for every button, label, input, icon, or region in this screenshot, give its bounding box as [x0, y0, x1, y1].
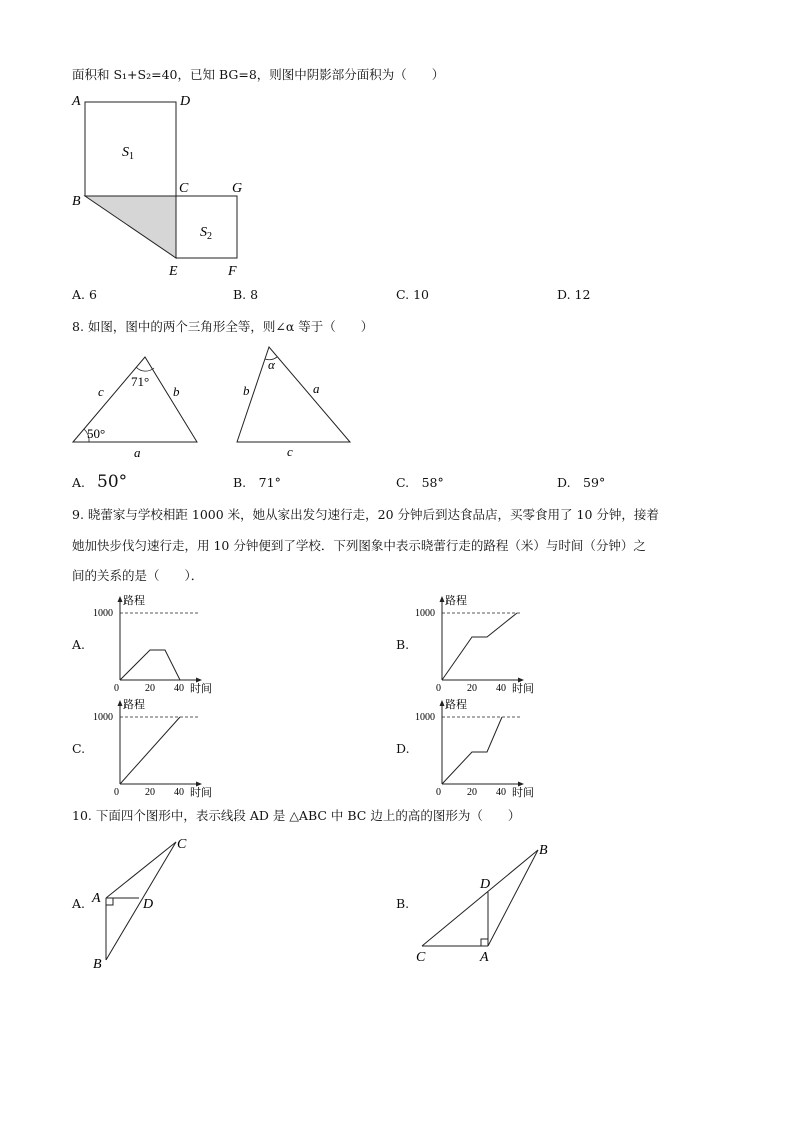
y-axis-label: 路程 [445, 699, 467, 711]
x-tick-40: 40 [496, 787, 506, 798]
x-axis-label: 时间 [190, 683, 212, 695]
x-axis-label: 时间 [512, 683, 534, 695]
q8-option-d[interactable]: D. 59° [557, 475, 606, 490]
q8-option-c[interactable]: C. 58° [396, 475, 444, 490]
tri1-b: b [173, 384, 180, 399]
tri1-a: a [134, 445, 141, 460]
q9-option-c-letter[interactable]: C. [72, 741, 86, 756]
fig-a-label-B: B [93, 957, 102, 972]
graph-line [120, 650, 180, 680]
q8-option-a-value: 50° [97, 472, 128, 492]
q7-stem: 面积和 S₁+S₂=40，已知 BG=8，则图中阴影部分面积为（ ） [72, 67, 445, 82]
q8-option-a[interactable] [72, 474, 127, 491]
x-tick-20: 20 [467, 683, 477, 694]
label-G: G [232, 181, 243, 196]
q10-option-b-letter[interactable]: B. [396, 896, 410, 911]
label-C: C [179, 181, 189, 196]
tri1-angle-50: 50° [87, 426, 106, 441]
q10-figure-a [88, 834, 198, 974]
y-tick-1000: 1000 [93, 712, 113, 723]
q7-option-d[interactable]: D. 12 [557, 287, 591, 302]
fig-a-label-C: C [177, 837, 187, 852]
tri2-alpha: α [268, 357, 275, 372]
q9-graph-d [412, 696, 562, 801]
q9-option-b-letter[interactable]: B. [396, 637, 410, 652]
origin-label: 0 [114, 683, 119, 694]
graph-line [442, 613, 517, 680]
q8-triangle-1 [68, 347, 208, 462]
label-B: B [72, 194, 81, 209]
q9-line-1: 9. 晓蕾家与学校相距 1000 米，她从家出发匀速行走，20 分钟后到达食品店，买零食用了 10 分钟，接着 [72, 507, 659, 522]
y-axis-label: 路程 [123, 595, 145, 607]
y-axis-label: 路程 [445, 595, 467, 607]
tri1-angle-71: 71° [131, 374, 150, 389]
label-A: A [72, 94, 81, 109]
q9-graph-a [90, 592, 240, 697]
x-tick-40: 40 [174, 683, 184, 694]
q7-option-b[interactable]: B. 8 [233, 287, 259, 302]
fig-a-label-D: D [143, 897, 154, 912]
fig-b-label-C: C [416, 950, 426, 965]
x-tick-20: 20 [467, 787, 477, 798]
q10-stem: 10. 下面四个图形中，表示线段 AD 是 △ABC 中 BC 边上的高的图形为（ ） [72, 808, 521, 823]
square-s1 [85, 102, 176, 196]
q9-option-a-letter[interactable]: A. [72, 637, 86, 652]
graph-line [442, 717, 502, 784]
q10-figure-b [410, 838, 570, 968]
q8-triangle-2 [232, 342, 362, 457]
q7-figure [60, 88, 260, 288]
label-s2: $S_2$ [200, 225, 212, 242]
tri2-a: a [313, 381, 320, 396]
label-E: E [169, 264, 178, 279]
origin-label: 0 [436, 787, 441, 798]
y-tick-1000: 1000 [415, 712, 435, 723]
x-tick-20: 20 [145, 787, 155, 798]
tri2-b: b [243, 383, 250, 398]
label-D: D [180, 94, 191, 109]
x-axis-label: 时间 [190, 787, 212, 799]
q7-option-a[interactable]: A. 6 [72, 287, 97, 302]
shaded-triangle [85, 196, 176, 258]
y-axis-label: 路程 [123, 699, 145, 711]
y-tick-1000: 1000 [415, 608, 435, 619]
fig-b-label-D: D [480, 877, 491, 892]
q8-option-b[interactable]: B. 71° [233, 475, 281, 490]
tri1-c: c [98, 384, 104, 399]
q7-option-c[interactable]: C. 10 [396, 287, 429, 302]
q9-graph-b [412, 592, 562, 697]
q9-graph-c [90, 696, 240, 801]
x-tick-40: 40 [174, 787, 184, 798]
q9-line-2: 她加快步伐匀速行走，用 10 分钟便到了学校．下列图象中表示晓蕾行走的路程（米）与时间（分钟）之 [72, 538, 646, 553]
q8-stem: 8. 如图，图中的两个三角形全等，则∠α 等于（ ） [72, 319, 374, 334]
y-tick-1000: 1000 [93, 608, 113, 619]
fig-b-label-A: A [480, 950, 489, 965]
x-tick-40: 40 [496, 683, 506, 694]
fig-b-label-B: B [539, 843, 548, 858]
q10-option-a-letter[interactable]: A. [72, 896, 86, 911]
fig-a-label-A: A [92, 891, 101, 906]
q9-line-3: 间的关系的是（ ）． [72, 568, 204, 583]
origin-label: 0 [114, 787, 119, 798]
x-tick-20: 20 [145, 683, 155, 694]
tri2-c: c [287, 444, 293, 459]
q9-option-d-letter[interactable]: D. [396, 741, 410, 756]
x-axis-label: 时间 [512, 787, 534, 799]
q8-option-a-letter: A. [72, 475, 86, 490]
origin-label: 0 [436, 683, 441, 694]
label-F: F [228, 264, 237, 279]
label-s1: $S_1$ [122, 145, 134, 162]
graph-line [120, 717, 180, 784]
